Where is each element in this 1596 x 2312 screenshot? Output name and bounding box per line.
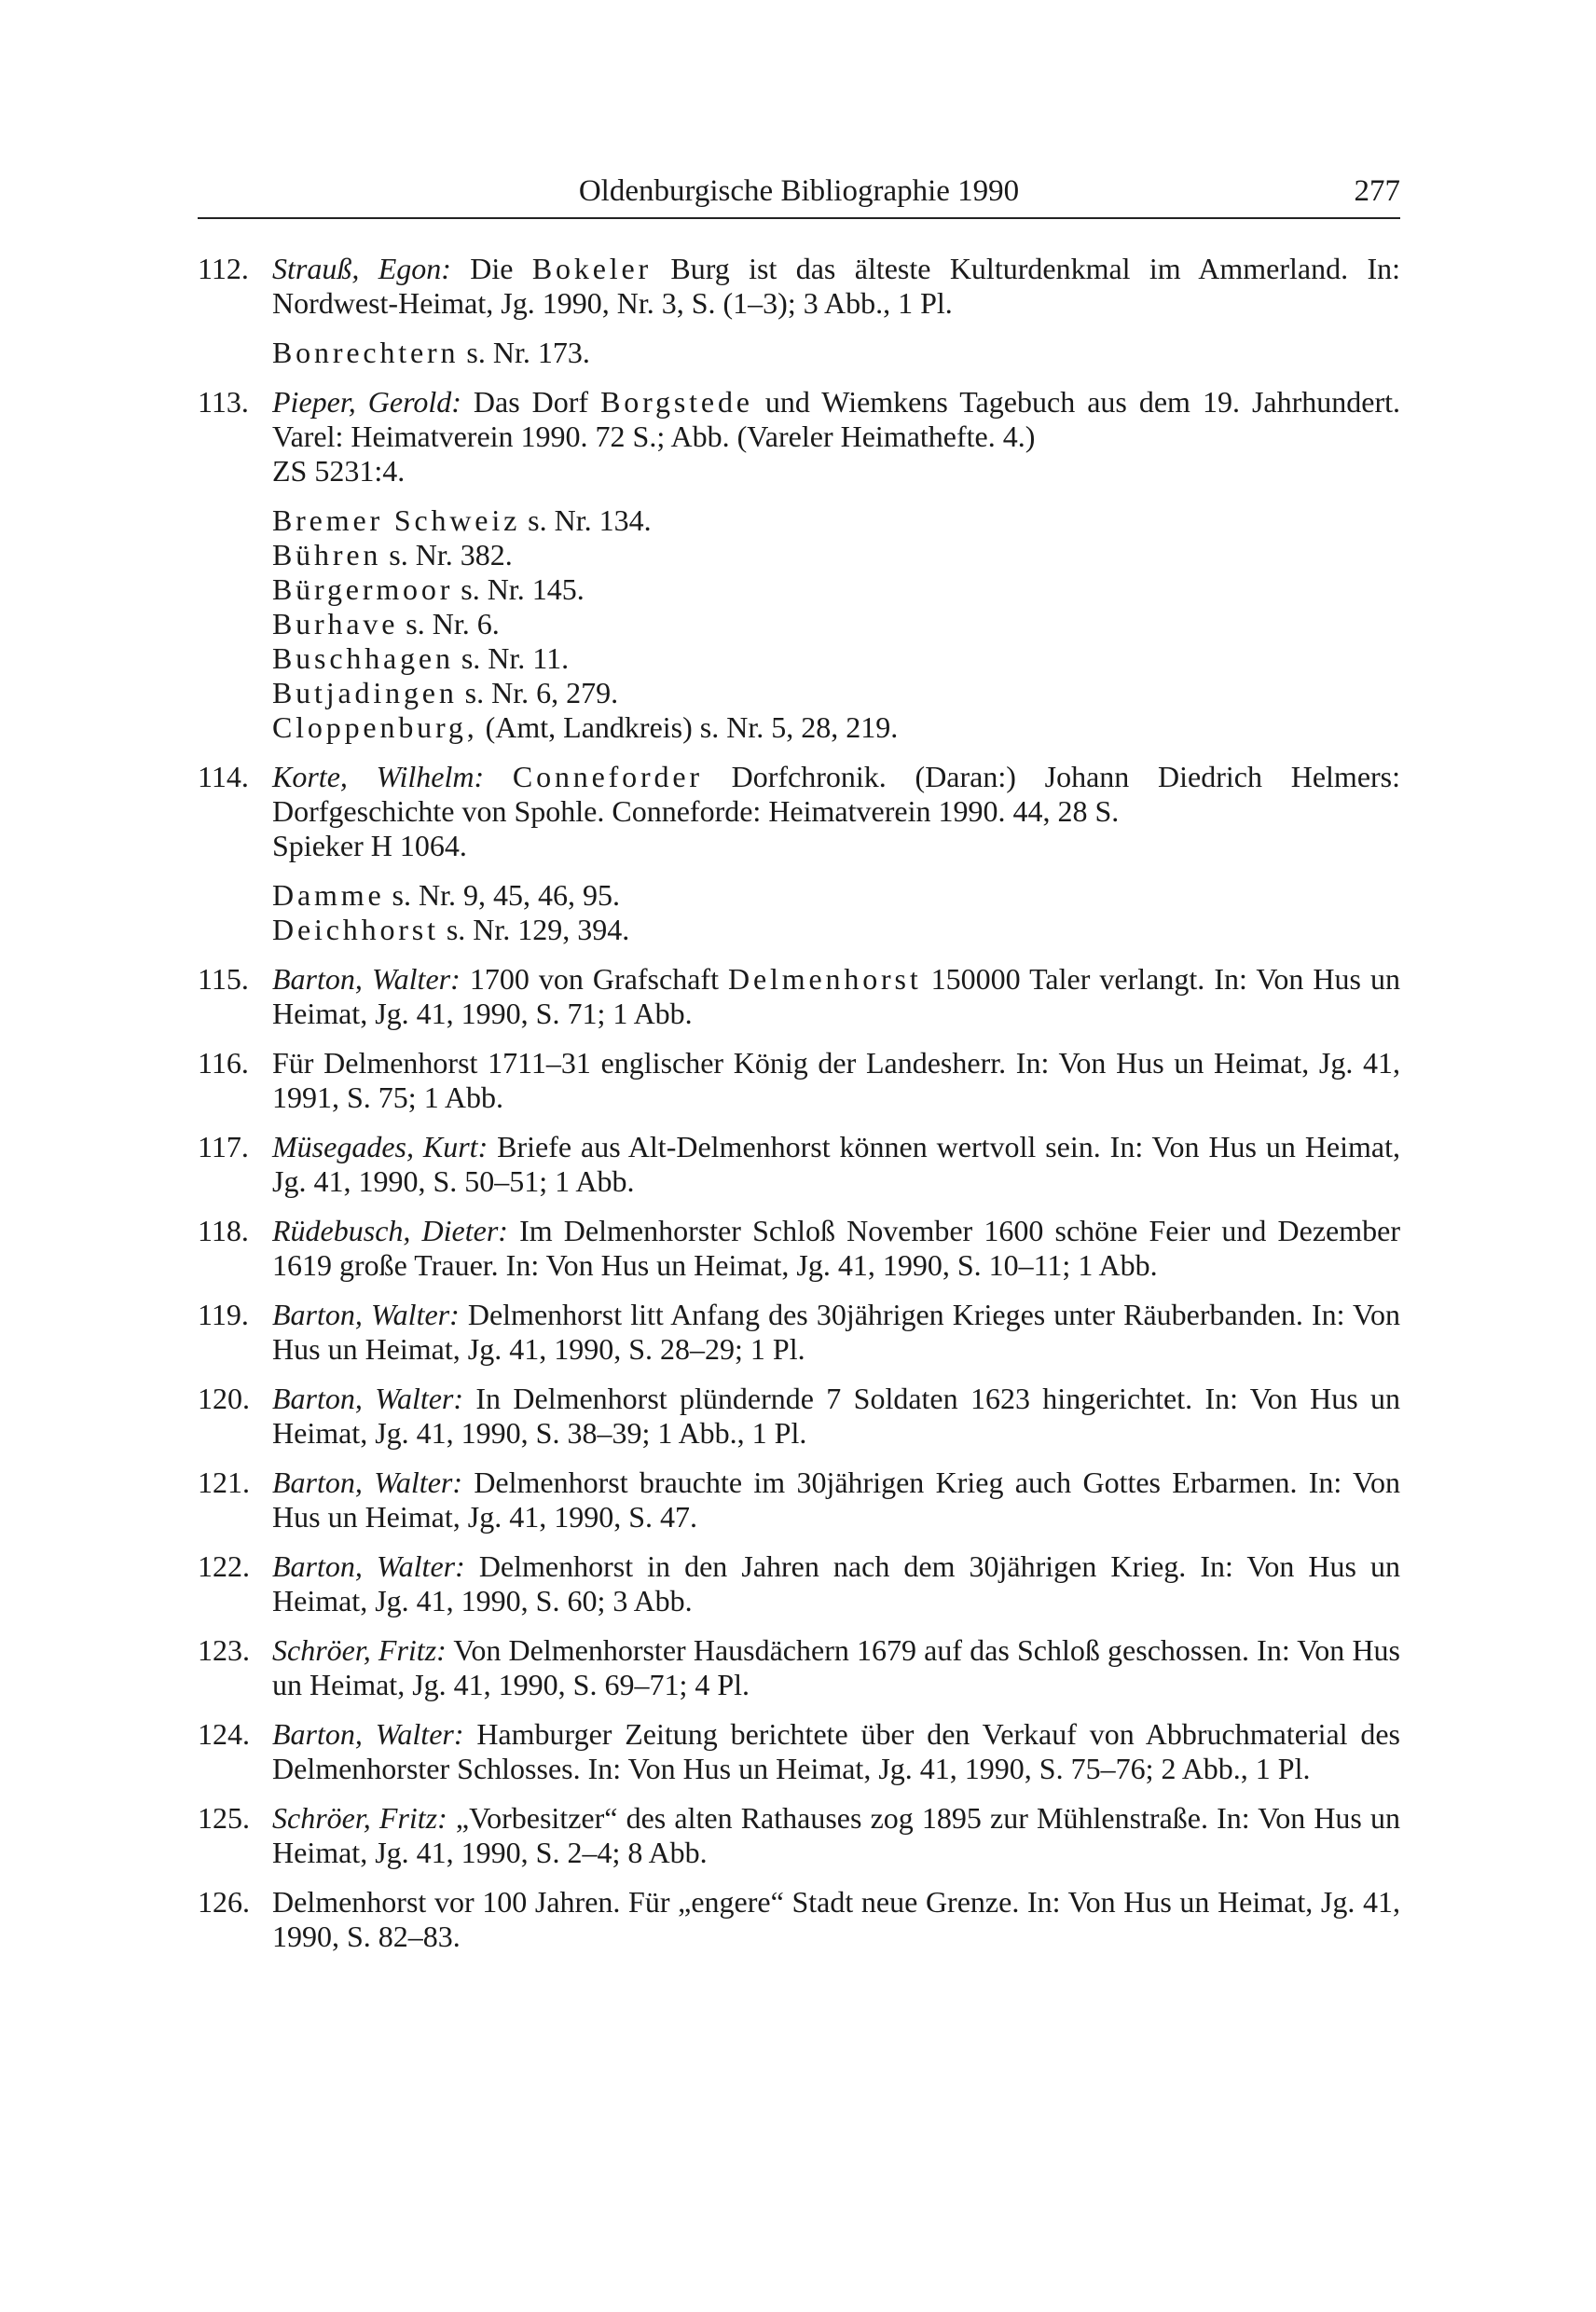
bibliography-entry: [198, 1549, 1400, 1618]
entry-author: Pieper, Gerold:: [272, 385, 461, 419]
bibliography-entry: [198, 760, 1400, 863]
bibliography-entry: [198, 1046, 1400, 1115]
spaced-place-name: Conneforder: [512, 760, 703, 793]
spaced-place-name: Cloppenburg,: [272, 710, 478, 744]
cross-reference: [272, 538, 1400, 572]
entry-text: [272, 252, 1400, 321]
bibliography-entry: [198, 1298, 1400, 1367]
cross-reference-group: [198, 503, 1400, 745]
spaced-place-name: Butjadingen: [272, 676, 458, 709]
bibliography-entry: [198, 252, 1400, 321]
cross-reference: [272, 607, 1400, 641]
entry-author: Barton, Walter:: [272, 1717, 464, 1751]
entry-text-segment: 1700 von Grafschaft: [460, 962, 729, 996]
spaced-place-name: Deichhorst: [272, 913, 439, 946]
cross-reference: [272, 641, 1400, 676]
bibliography-entry: [198, 1717, 1400, 1786]
entry-author: Strauß, Egon:: [272, 252, 451, 285]
entry-text: [272, 385, 1400, 454]
entry-number: 119.: [198, 1298, 249, 1331]
entry-number: 125.: [198, 1801, 250, 1835]
entry-number: 122.: [198, 1549, 250, 1583]
cross-reference: [272, 676, 1400, 710]
spaced-place-name: Delmenhorst: [728, 962, 922, 996]
entry-number: 118.: [198, 1214, 249, 1247]
entry-number: 112.: [198, 252, 249, 285]
entry-author: Rüdebusch, Dieter:: [272, 1214, 508, 1247]
entry-text-segment: Für Delmenhorst 1711–31 englischer König der Landesherr. In: Von Hus un Heimat, Jg. 41, 1991, S. 75; 1 Abb.: [272, 1046, 1400, 1114]
spaced-place-name: Bremer Schweiz: [272, 503, 521, 537]
entry-text: [272, 1466, 1400, 1534]
entry-text: [272, 1717, 1400, 1786]
entry-author: Barton, Walter:: [272, 1298, 460, 1331]
running-header: [198, 171, 1400, 219]
entry-text: [272, 1298, 1400, 1367]
cross-reference-target: s. Nr. 145.: [453, 572, 585, 606]
cross-reference-group: [198, 878, 1400, 947]
entry-text-segment: Briefe aus Alt-Delmenhorst können wertvoll sein. In: Von Hus un Heimat, Jg. 41, 1990, S. 50–51; 1 Abb.: [272, 1130, 1401, 1198]
bibliography-list: [198, 252, 1400, 1969]
cross-reference-target: s. Nr. 6.: [398, 607, 500, 640]
cross-reference: [272, 913, 1400, 947]
bibliography-entry: [198, 1885, 1400, 1954]
cross-reference-target: (Amt, Landkreis) s. Nr. 5, 28, 219.: [477, 710, 899, 744]
entry-shelfmark: Spieker H 1064.: [272, 829, 467, 862]
entry-text: [272, 1046, 1400, 1115]
cross-reference: [272, 572, 1400, 607]
entry-text: [272, 1885, 1400, 1954]
spaced-place-name: Damme: [272, 878, 385, 912]
entry-text-segment: Die: [450, 252, 532, 285]
cross-reference-target: s. Nr. 134.: [520, 503, 652, 537]
entry-author: Barton, Walter:: [272, 1549, 465, 1583]
entry-text-segment: Delmenhorst vor 100 Jahren. Für „engere“ Stadt neue Grenze. In: Von Hus un Heimat, Jg. 41, 1990, S. 82–83.: [272, 1885, 1400, 1953]
entry-text-segment: [484, 760, 513, 793]
cross-reference: [272, 878, 1400, 913]
running-title: Oldenburgische Bibliographie 1990: [578, 174, 1020, 208]
cross-reference-target: s. Nr. 173.: [459, 336, 590, 369]
entry-text: [272, 1382, 1400, 1451]
entry-number: 113.: [198, 385, 249, 419]
cross-reference-target: s. Nr. 129, 394.: [438, 913, 630, 946]
cross-reference-target: s. Nr. 11.: [453, 641, 570, 675]
entry-number: 124.: [198, 1717, 250, 1751]
entry-text-segment: Das Dorf: [461, 385, 601, 419]
entry-number: 117.: [198, 1130, 249, 1163]
entry-number: 116.: [198, 1046, 249, 1080]
bibliography-entry: [198, 1382, 1400, 1451]
entry-author: Schröer, Fritz:: [272, 1633, 447, 1667]
entry-number: 115.: [198, 962, 249, 996]
entry-number: 120.: [198, 1382, 250, 1415]
cross-reference-group: [198, 336, 1400, 370]
entry-author: Barton, Walter:: [272, 1382, 464, 1415]
entry-author: Müsegades, Kurt:: [272, 1130, 488, 1163]
entry-text-segment: Dorfchronik. (Daran:) Johann Diedrich Helmers: Dorfgeschichte von Spohle. Conneforde: Heimatverein 1990. 44, 28 S.: [272, 760, 1401, 828]
spaced-place-name: Bürgermoor: [272, 572, 454, 606]
entry-text-segment: Von Delmenhorster Hausdächern 1679 auf das Schloß geschossen. In: Von Hus un Heimat, Jg. 41, 1990, S. 69–71; 4 Pl.: [272, 1633, 1401, 1701]
entry-text-segment: Im Delmenhorster Schloß November 1600 schöne Feier und Dezember 1619 große Trauer. In: Von Hus un Heimat, Jg. 41, 1990, S. 10–11; 1 Abb.: [272, 1214, 1401, 1282]
entry-text-segment: Delmenhorst litt Anfang des 30jährigen Krieges unter Räuberbanden. In: Von Hus un Heimat, Jg. 41, 1990, S. 28–29; 1 Pl.: [272, 1298, 1401, 1366]
entry-author: Barton, Walter:: [272, 1466, 463, 1499]
entry-text-segment: und Wiemkens Tagebuch aus dem 19. Jahrhundert. Varel: Heimatverein 1990. 72 S.; Abb. (Vareler Heimathefte. 4.): [272, 385, 1401, 453]
bibliography-entry: [198, 1633, 1400, 1702]
entry-number: 123.: [198, 1633, 250, 1667]
bibliography-entry: [198, 1214, 1400, 1283]
spaced-place-name: Burhave: [272, 607, 399, 640]
entry-text: [272, 1801, 1400, 1870]
entry-text-segment: Burg ist das älteste Kulturdenkmal im Ammerland. In: Nordwest-Heimat, Jg. 1990, Nr. 3, S. (1–3); 3 Abb., 1 Pl.: [272, 252, 1401, 320]
entry-text-segment: Hamburger Zeitung berichtete über den Verkauf von Abbruchmaterial des Delmenhorster Schlosses. In: Von Hus un Heimat, Jg. 41, 1990, S. 75–76; 2 Abb., 1 Pl.: [272, 1717, 1401, 1785]
cross-reference: [272, 336, 1400, 370]
bibliography-entry: [198, 962, 1400, 1031]
page-number: 277: [1354, 174, 1400, 208]
entry-text-segment: Delmenhorst in den Jahren nach dem 30jährigen Krieg. In: Von Hus un Heimat, Jg. 41, 1990, S. 60; 3 Abb.: [272, 1549, 1401, 1617]
cross-reference: [272, 503, 1400, 538]
bibliography-entry: [198, 385, 1400, 489]
cross-reference-target: s. Nr. 382.: [381, 538, 513, 571]
cross-reference-target: s. Nr. 6, 279.: [457, 676, 619, 709]
cross-reference: [272, 710, 1400, 745]
entry-text: [272, 760, 1400, 829]
entry-text-segment: 150000 Taler verlangt. In: Von Hus un Heimat, Jg. 41, 1990, S. 71; 1 Abb.: [272, 962, 1401, 1030]
entry-author: Korte, Wilhelm:: [272, 760, 485, 793]
entry-shelfmark: ZS 5231:4.: [272, 454, 406, 488]
spaced-place-name: Bühren: [272, 538, 382, 571]
entry-author: Schröer, Fritz:: [272, 1801, 447, 1835]
entry-text: [272, 962, 1400, 1031]
spaced-place-name: Bonrechtern: [272, 336, 460, 369]
cross-reference-target: s. Nr. 9, 45, 46, 95.: [384, 878, 620, 912]
entry-text: [272, 1130, 1400, 1199]
bibliography-entry: [198, 1130, 1400, 1199]
entry-text: [272, 1214, 1400, 1283]
entry-author: Barton, Walter:: [272, 962, 461, 996]
bibliography-entry: [198, 1801, 1400, 1870]
spaced-place-name: Buschhagen: [272, 641, 454, 675]
spaced-place-name: Borgstede: [600, 385, 753, 419]
entry-text: [272, 1549, 1400, 1618]
entry-text-segment: „Vorbesitzer“ des alten Rathauses zog 1895 zur Mühlenstraße. In: Von Hus un Heimat, Jg. 41, 1990, S. 2–4; 8 Abb.: [272, 1801, 1401, 1869]
spaced-place-name: Bokeler: [531, 252, 653, 285]
entry-number: 121.: [198, 1466, 250, 1499]
entry-number: 126.: [198, 1885, 250, 1919]
entry-text-segment: Delmenhorst brauchte im 30jährigen Krieg auch Gottes Erbarmen. In: Von Hus un Heimat, Jg. 41, 1990, S. 47.: [272, 1466, 1401, 1534]
entry-text-segment: In Delmenhorst plündernde 7 Soldaten 1623 hingerichtet. In: Von Hus un Heimat, Jg. 41, 1990, S. 38–39; 1 Abb., 1 Pl.: [272, 1382, 1401, 1450]
entry-text: [272, 1633, 1400, 1702]
entry-number: 114.: [198, 760, 249, 793]
bibliography-entry: [198, 1466, 1400, 1534]
